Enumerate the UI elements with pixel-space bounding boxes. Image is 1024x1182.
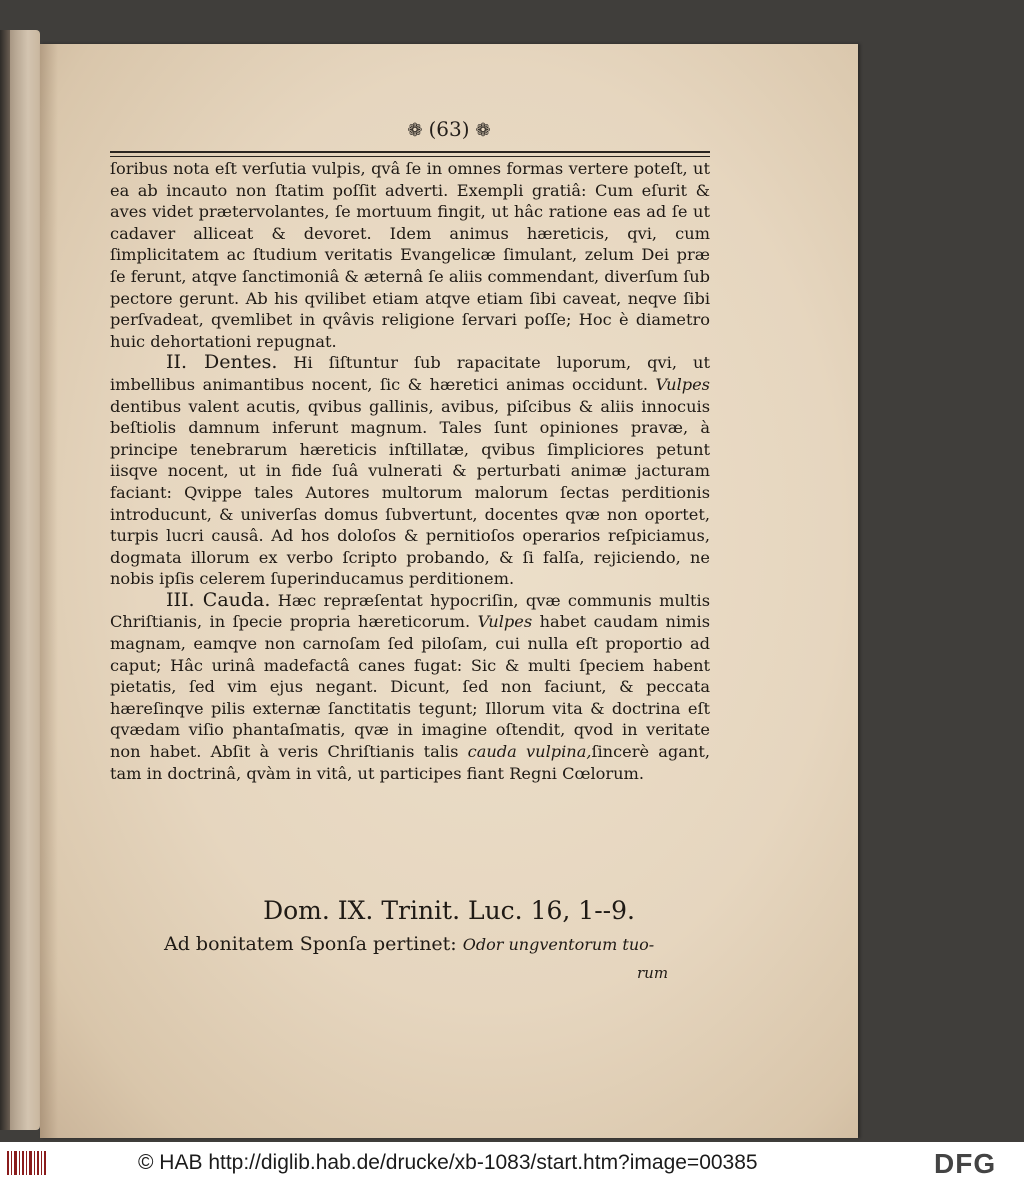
dentes-text-1: Hi ſiſtuntur ſub rapacitate luporum, qvi, ut imbellibus animantibus nocent, ſic & hæretici animas occidunt.	[110, 353, 710, 394]
hab-barcode-icon	[6, 1151, 46, 1175]
book-page	[40, 44, 858, 1138]
cauda-italic-2: cauda vulpina,	[467, 742, 592, 762]
header-rule	[110, 151, 710, 153]
dfg-logo: DFG	[934, 1148, 997, 1179]
section-lead-cauda: III. Cauda.	[166, 588, 271, 611]
footer-bar	[0, 1142, 1024, 1182]
cauda-italic-1: Vulpes	[477, 612, 533, 632]
book-spine-shadow	[0, 30, 10, 1130]
cauda-text-1: Hæc repræſentat hypocriſin, qvæ communis multis Chriſtianis, in ſpecie propria hæreticorum.	[110, 590, 711, 632]
incipit-italic: Odor ungventorum tuo-	[462, 935, 655, 954]
page-header	[40, 117, 858, 141]
body-text	[110, 158, 710, 784]
sermon-incipit	[164, 933, 724, 955]
paragraph-cauda	[110, 590, 710, 784]
ornament-right-icon: ❁	[475, 120, 491, 141]
dentes-italic: Vulpes	[655, 374, 710, 394]
paragraph-0: ſoribus nota eſt verſutia vulpis, qvâ ſe in omnes formas vertere poteſt, ut ea ab incauto non ſtatim poſſit adverti. Exempli gratiâ: Cum eſurit & aves videt prætervolantes, ſe mortuum fingit, ut hâc ratione eas ad ſe ut cadaver alliceat & devoret. Idem animus hæreticis, qvi, cum ſimplicitatem ac ſtudium veritatis Evangelicæ ſimulant, zelum Dei præ ſe ferunt, atqve ſanctimoniâ & æternâ ſe aliis commendant, diverſum ſub pectore gerunt. Ab his qvilibet etiam atqve etiam ſibi caveat, neqve ſibi perſvadeat, qvemlibet in qvâvis religione ſervari poſſe; Hoc è diametro huic dehortationi repugnat.	[110, 159, 710, 351]
paragraph-dentes	[110, 352, 710, 590]
section-lead-dentes: II. Dentes.	[166, 351, 278, 374]
dentes-text-2: dentibus valent acutis, qvibus gallinis, avibus, piſcibus & aliis innocuis beſtiolis damnum inferunt magnum. Tales ſunt opiniones pravæ, à principe tenebrarum hæreticis inſtillatæ, qvibus ſimpliciores petunt iisqve nocent, ut in fide ſuâ vulnerati & perturbati animæ jacturam faciant: Qvippe tales Autores multorum malorum ſectas perditionis introducunt, & univerſas domus ſubvertunt, docentes qvæ non oportet, turpis lucri causâ. Ad hos doloſos & pernitioſos operarios reſpiciamus, dogmata illorum ex verbo ſcripto probando, & ſi falſa, rejiciendo, ne nobis ipſis celerem ſuperinducamus perditionem.	[110, 396, 710, 589]
ornament-left-icon: ❁	[407, 120, 423, 141]
page-number: (63)	[428, 117, 470, 141]
cauda-text-3: ſincerè agant, tam in doctrinâ, qvàm in vitâ, ut participes fiant Regni Cœlorum.	[110, 742, 710, 783]
incipit-text: Ad bonitatem Sponſa pertinet:	[164, 933, 457, 955]
header-rule-thin	[110, 156, 710, 157]
cauda-text-2: habet caudam nimis magnam, eamqve non carnoſam ſed piloſam, cui nulla eſt proportio ad caput; Hâc urinâ madefactâ canes fugat: Sic & multi ſpeciem habent pietatis, ſed vim ejus negant. Dicunt, ſed non faciunt, & peccata hæreſinqve pilis externæ ſanctitatis tegunt; Illorum vita & doctrina eſt qvædam viſio phantaſmatis, qvæ in imagine oſtendit, qvod in veritate non habet. Abſit à veris Chriſtianis talis	[110, 612, 710, 762]
sermon-heading: Dom. IX. Trinit. Luc. 16, 1--9.	[263, 896, 635, 925]
catchword: rum	[637, 964, 669, 982]
copyright-link[interactable]: © HAB http://diglib.hab.de/drucke/xb-1083/start.htm?image=00385	[138, 1151, 758, 1174]
